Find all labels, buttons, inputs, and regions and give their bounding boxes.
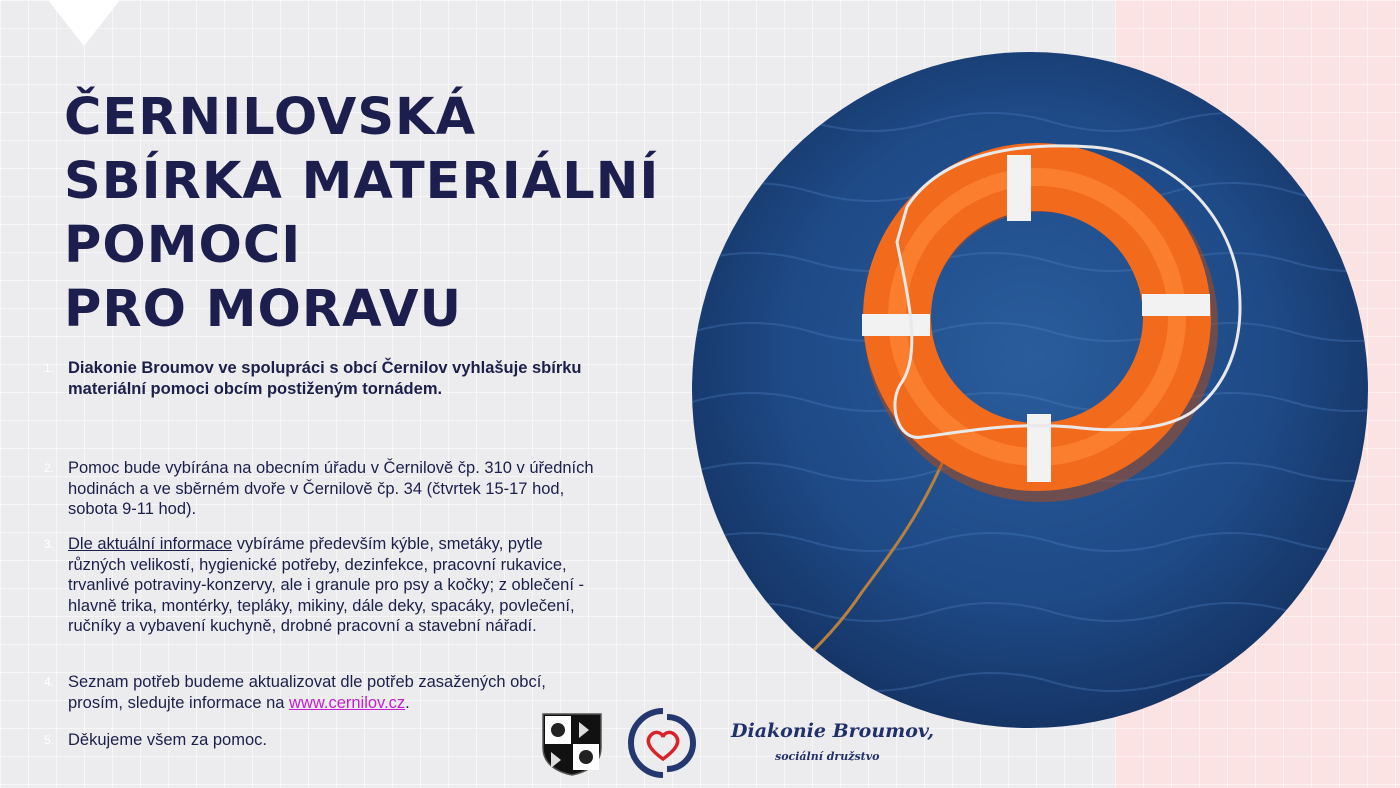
list-item-text: Pomoc bude vybírána na obecním úřadu v Černilově čp. 310 v úředních hodinách a ve sběrném dvoře v Černilově čp. 34 (čtvrtek 15-17 hod, sobota 9-11 hod). xyxy=(68,459,594,518)
title-line-2: SBÍRKA MATERIÁLNÍ xyxy=(64,152,660,211)
diakonie-name: Diakonie Broumov, xyxy=(731,720,935,742)
list-item-text-body: vybíráme především kýble, smetáky, pytle různých velikostí, hygienické potřeby, dezinfekce, pracovní rukavice, trvanlivé potraviny-konzervy, ale i granule pro psy a kočky; z oblečení - hlavně trika, montérky, tepláky, mikiny, dále deky, spacáky, povlečení, ručníky a vybavení kuchyně, drobné pracovní a stavební nářadí. xyxy=(68,535,585,635)
list-item-text: Děkujeme všem za pomoc. xyxy=(68,731,267,749)
website-link[interactable]: www.cernilov.cz xyxy=(289,693,406,712)
page-title xyxy=(64,86,704,342)
list-item-text xyxy=(68,672,598,713)
title-line-3: POMOCI xyxy=(64,216,302,275)
cernilov-coat-of-arms-icon xyxy=(541,712,603,776)
list-item-text-end: . xyxy=(405,693,410,712)
list-number: 5. xyxy=(44,733,55,747)
corner-triangle-decoration xyxy=(48,0,120,46)
diakonie-heart-logo-icon xyxy=(627,707,700,780)
list-number: 3. xyxy=(44,537,55,551)
list-number: 4. xyxy=(44,675,55,689)
lifebuoy-photo xyxy=(692,52,1368,728)
list-item-text: Diakonie Broumov ve spolupráci s obcí Černilov vyhlašuje sbírku materiální pomoci obcím postiženým tornádem. xyxy=(68,359,582,398)
list-item-text-body: Seznam potřeb budeme aktualizovat dle potřeb zasažených obcí, prosím, sledujte informace na xyxy=(68,673,546,712)
diakonie-subtitle: sociální družstvo xyxy=(775,750,880,763)
title-line-1: ČERNILOVSKÁ xyxy=(64,88,477,147)
list-number: 2. xyxy=(44,461,55,475)
list-number: 1. xyxy=(44,361,55,375)
title-line-4: PRO MORAVU xyxy=(64,280,463,339)
list-item-text xyxy=(68,534,598,637)
current-info-link[interactable]: Dle aktuální informace xyxy=(68,535,233,553)
